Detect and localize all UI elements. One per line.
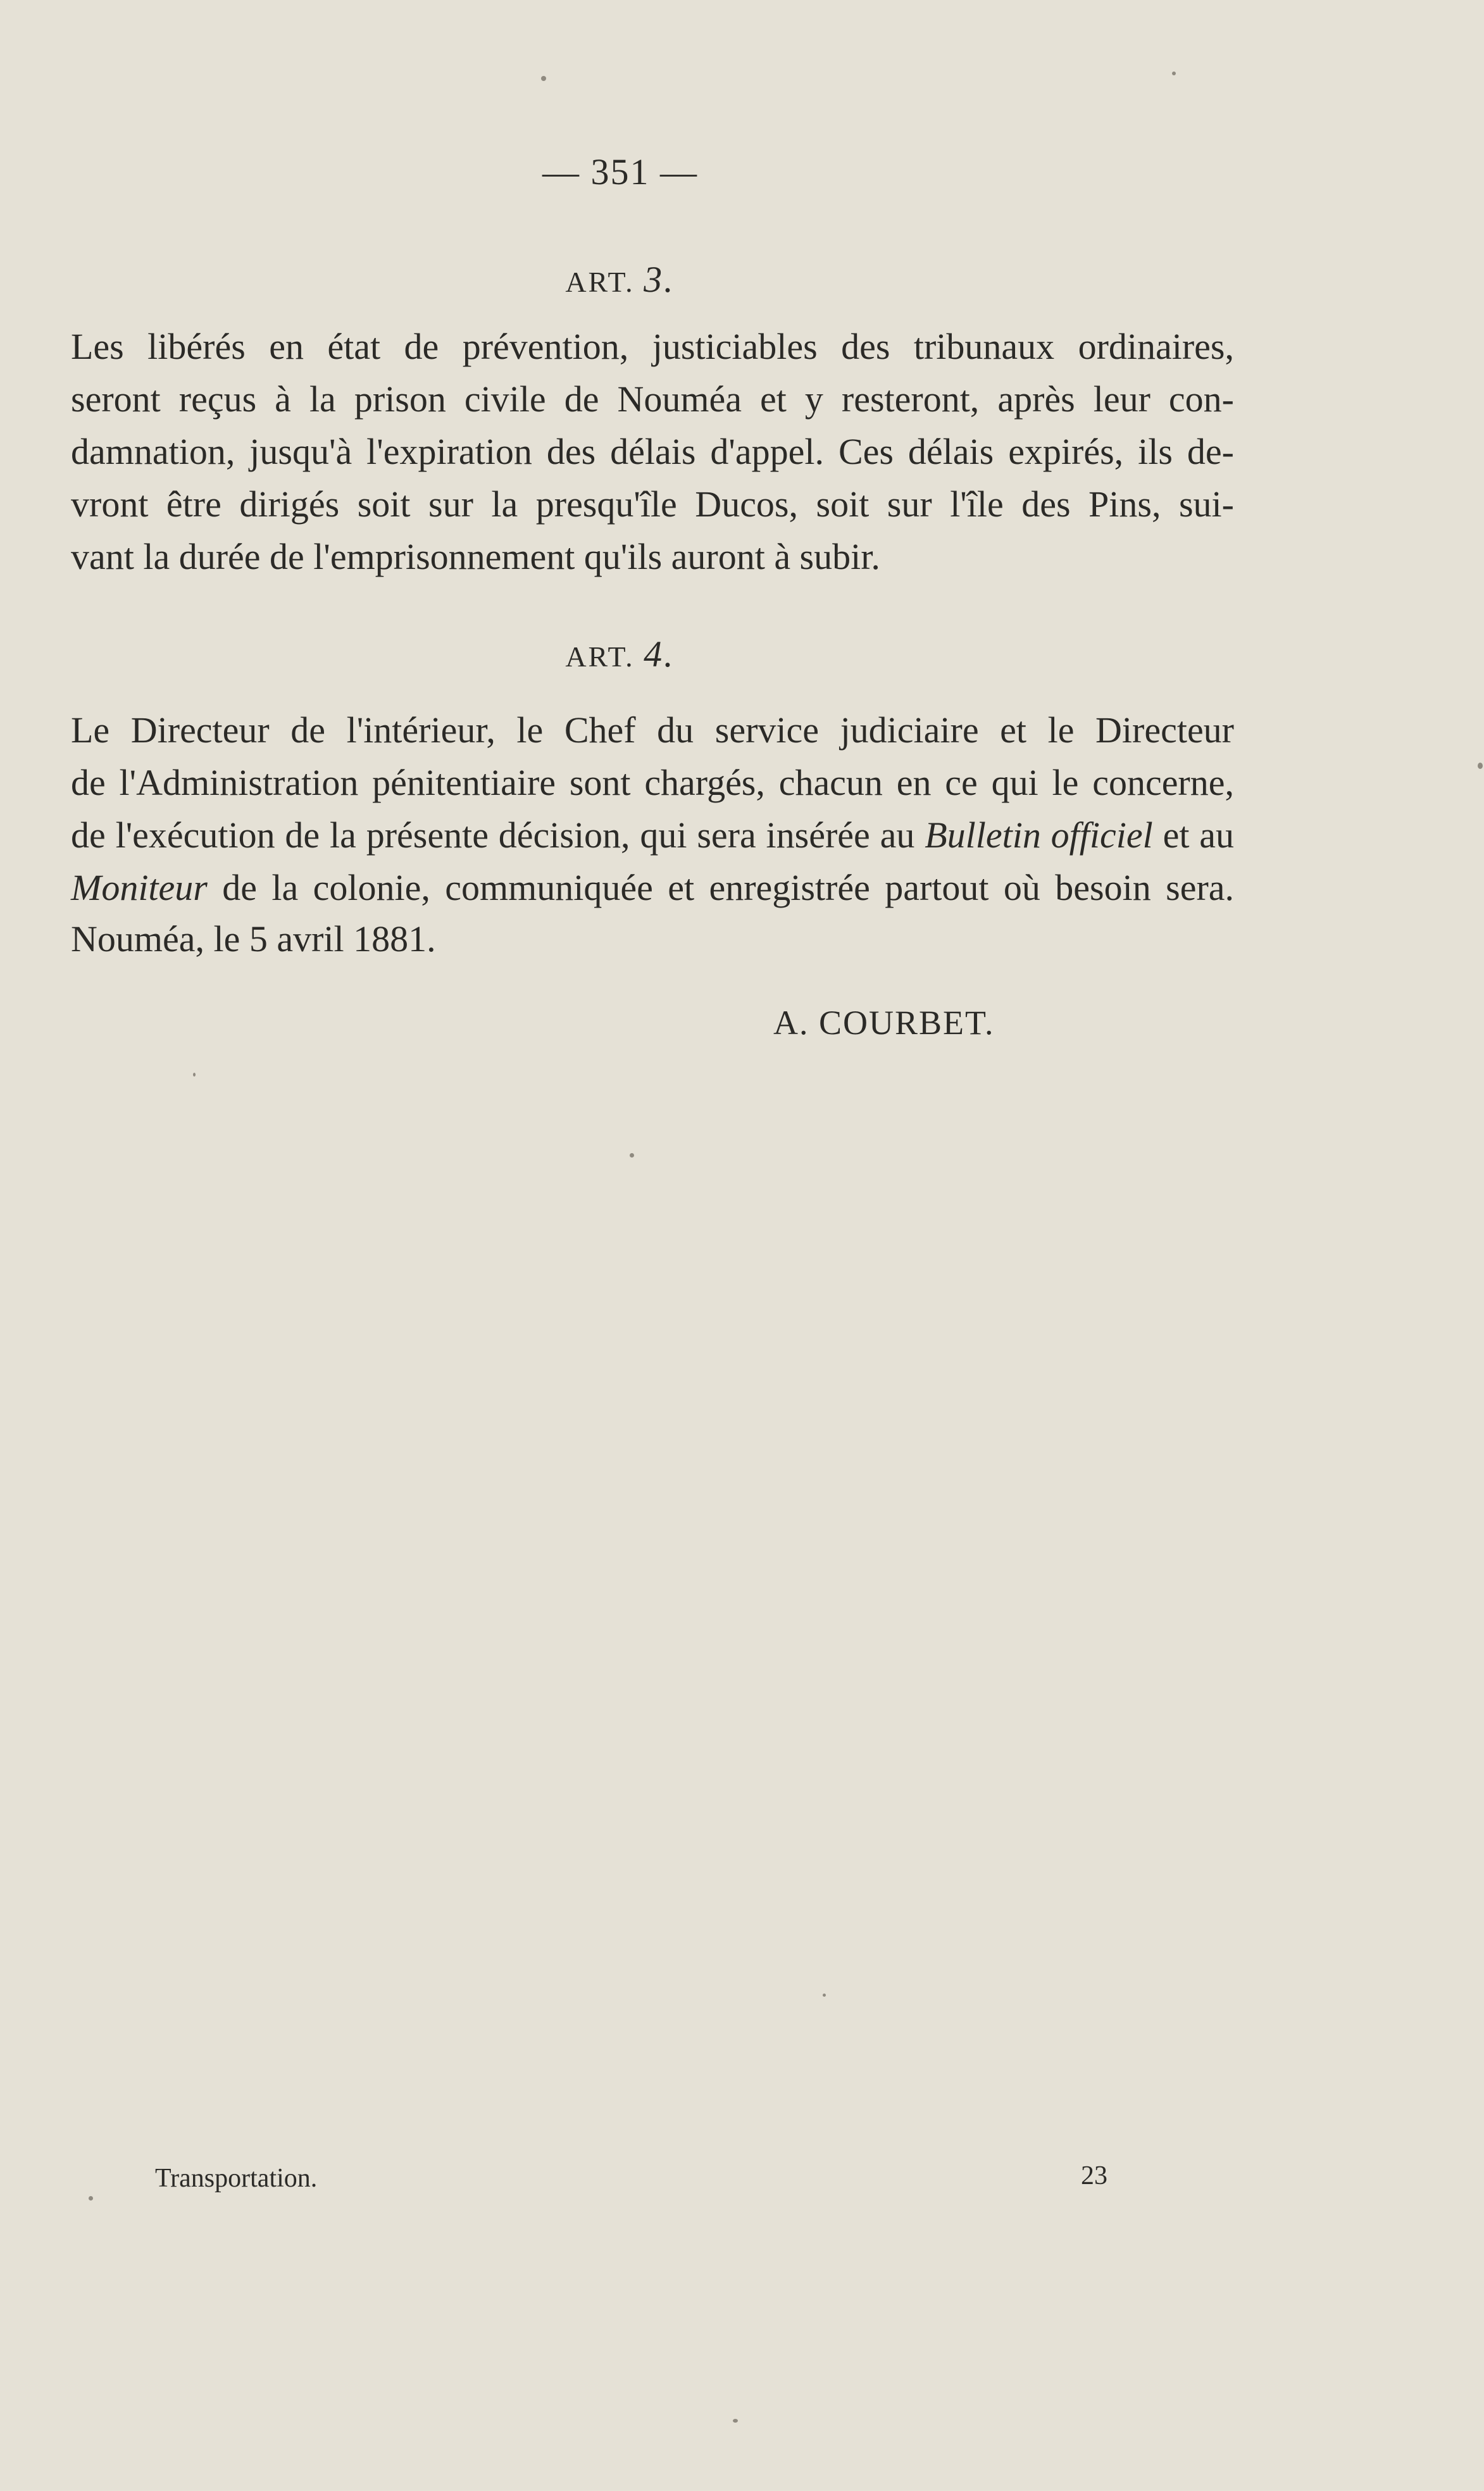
paper-speck [630,1153,634,1158]
article-3-paragraph [71,320,1234,583]
signature: A. COURBET. [773,1004,995,1042]
article-4-heading [0,633,1240,675]
article-3-line-2: seront reçus à la prison civile de Nouméa et y resteront, après leur con- [71,378,1234,420]
article-3-label: ART. [565,266,635,298]
paper-speck [1478,763,1483,769]
date-line: Nouméa, le 5 avril 1881. [71,918,436,959]
article-4-number: 4. [644,634,675,675]
article-3-number: 3. [644,259,675,300]
article-4-paragraph [71,704,1234,914]
article-3-line-1: Les libérés en état de prévention, justiciables des tribunaux ordinaires, [71,326,1234,367]
article-4-line-1: Le Directeur de l'intérieur, le Chef du service judiciaire et le Directeur [71,709,1234,751]
article-3-line-5: vant la durée de l'emprisonnement qu'ils auront à subir. [71,536,880,577]
article-4-label: ART. [565,640,635,673]
article-3-heading [0,258,1240,301]
article-4-line-3 [71,809,1234,861]
paper-speck [823,1994,826,1997]
article-4-line-4 [71,861,1234,914]
footer-signature-mark: 23 [1081,2161,1107,2190]
moniteur-title: Moniteur [71,867,208,908]
article-4-line-3-text: de l'exécution de la présente décision, qui sera insérée au [71,815,925,856]
article-4-line-3-end: et au [1152,815,1235,856]
paper-speck [541,76,546,81]
paper-speck [193,1073,196,1077]
paper-speck [733,2419,738,2423]
article-4-line-4-text: de la colonie, communiquée et enregistrée partout où besoin sera. [207,867,1234,908]
footer-section-title: Transportation. [155,2164,318,2193]
article-3-line-4: vront être dirigés soit sur la presqu'île Ducos, soit sur l'île des Pins, sui- [71,484,1234,525]
bulletin-officiel-title: Bulletin officiel [925,815,1153,856]
page-number: — 351 — [542,151,698,192]
article-3-line-3: damnation, jusqu'à l'expiration des délais d'appel. Ces délais expirés, ils de- [71,431,1234,472]
article-4-line-2: de l'Administration pénitentiaire sont chargés, chacun en ce qui le concerne, [71,762,1234,803]
paper-speck [89,2196,93,2201]
paper-speck [1172,72,1176,75]
